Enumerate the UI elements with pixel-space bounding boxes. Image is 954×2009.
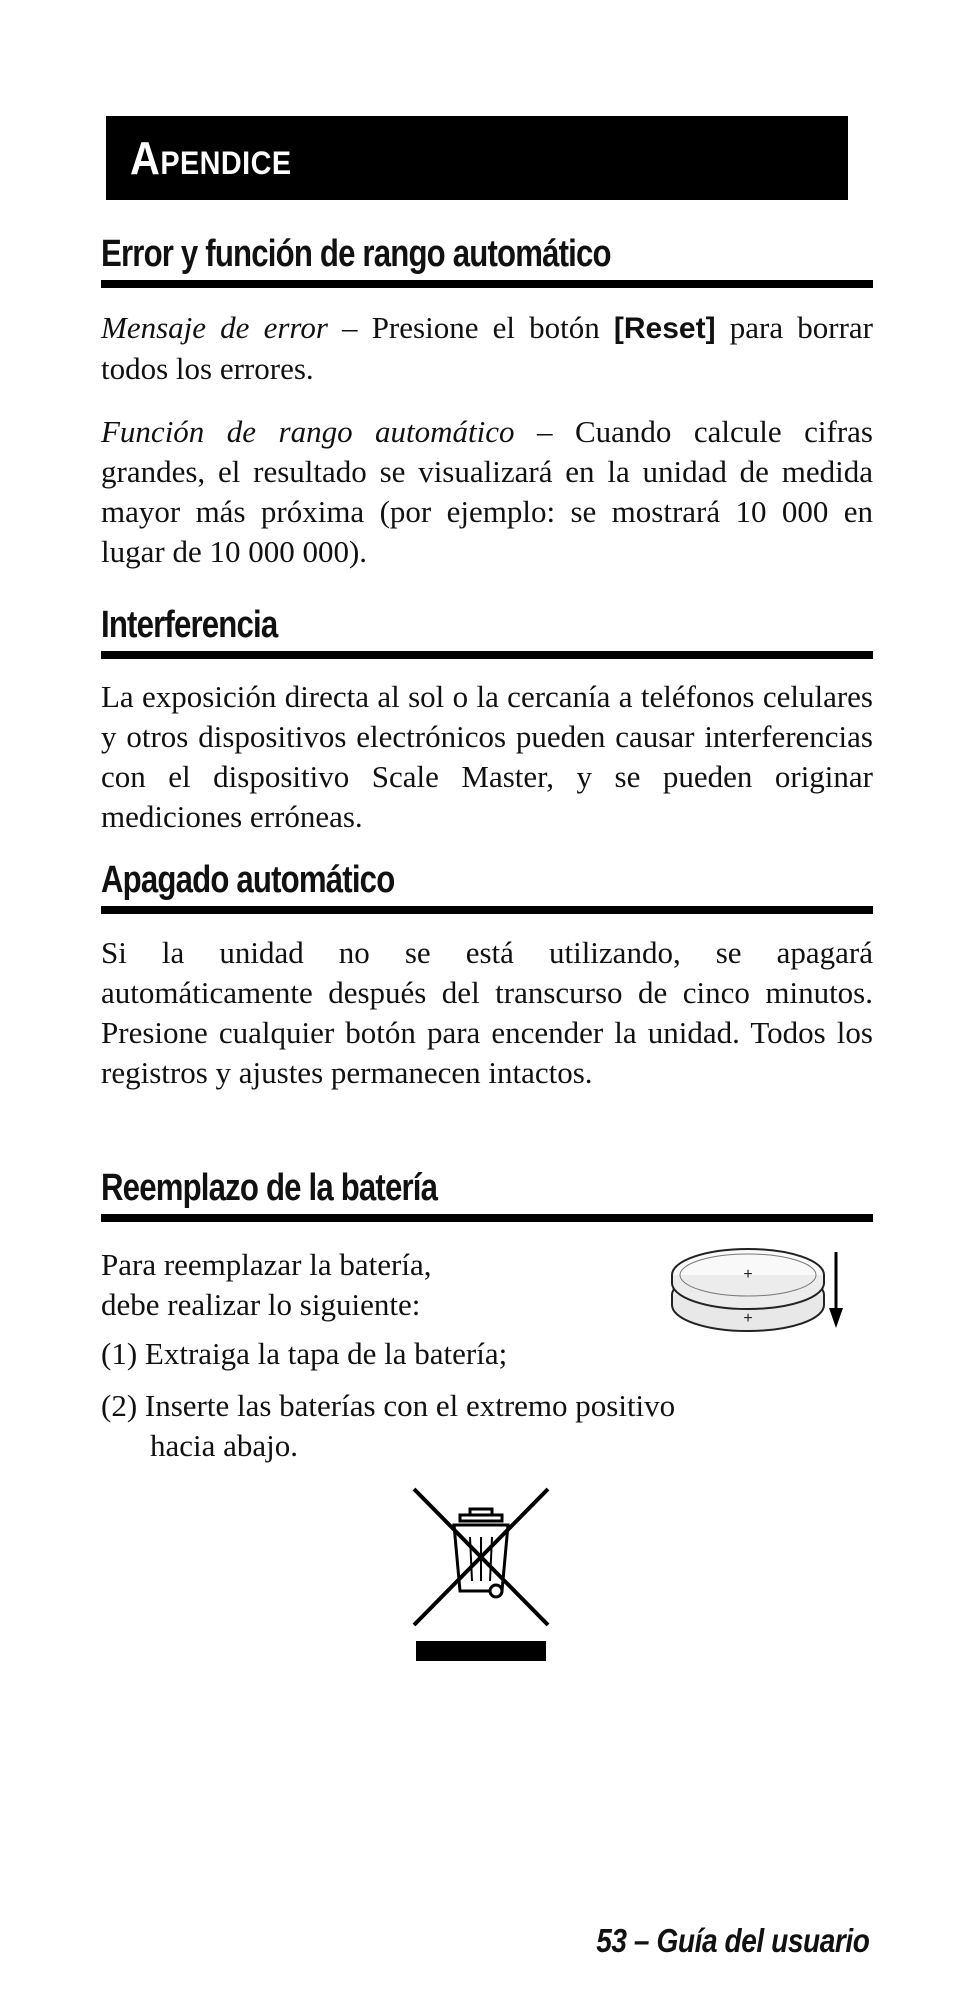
page-title: Apendice (130, 132, 292, 184)
error-message-paragraph: Mensaje de error – Presione el botón [Reset] para borrar todos los errores. (101, 310, 873, 386)
battery-step-2: (2) Inserte las baterías con el extremo positivo (101, 1388, 676, 1423)
auto-range-label: Función de rango automático (101, 414, 515, 449)
battery-step-2-continued: hacia abajo. (150, 1428, 299, 1463)
battery-plus-top: + (743, 1266, 753, 1283)
battery-step-1: (1) Extraiga la tapa de la batería; (101, 1336, 508, 1371)
battery-intro-line-1: Para reemplazar la batería, (101, 1247, 432, 1282)
page-footer: 53 – Guía del usuario (595, 1922, 869, 1959)
error-message-label: Mensaje de error (101, 310, 328, 345)
section-heading-battery: Reemplazo de la batería (101, 1166, 873, 1222)
down-arrow-icon (826, 1250, 846, 1330)
battery-intro-line-2: debe realizar lo siguiente: (101, 1287, 421, 1322)
section-heading-error: Error y función de rango automático (101, 232, 873, 288)
auto-off-paragraph: Si la unidad no se está utilizando, se apagará automáticamente después del transcurso de cinco minutos. Presione cualquier botón para encender la unidad. Todos los registros y ajustes permanecen intactos. (101, 935, 873, 1090)
auto-range-paragraph: Función de rango automático – Cuando calcule cifras grandes, el resultado se visualizará en la unidad de medida mayor más próxima (por ejemplo: se mostrará 10 000 en lugar de 10 000 000). (101, 414, 873, 569)
section-heading-auto-off: Apagado automático (101, 858, 873, 914)
section-heading-interference: Interferencia (101, 603, 873, 659)
crossed-out-wheelie-bin-icon (410, 1485, 552, 1663)
battery-plus-bottom: + (743, 1310, 753, 1327)
appendix-title-bar (106, 116, 848, 200)
coin-battery-stack-icon (668, 1245, 848, 1335)
reset-button-label: [Reset] (613, 312, 716, 345)
interference-paragraph: La exposición directa al sol o la cercanía a teléfonos celulares y otros dispositivos electrónicos pueden causar interferencias con el dispositivo Scale Master, y se pueden originar mediciones erróneas. (101, 679, 873, 834)
